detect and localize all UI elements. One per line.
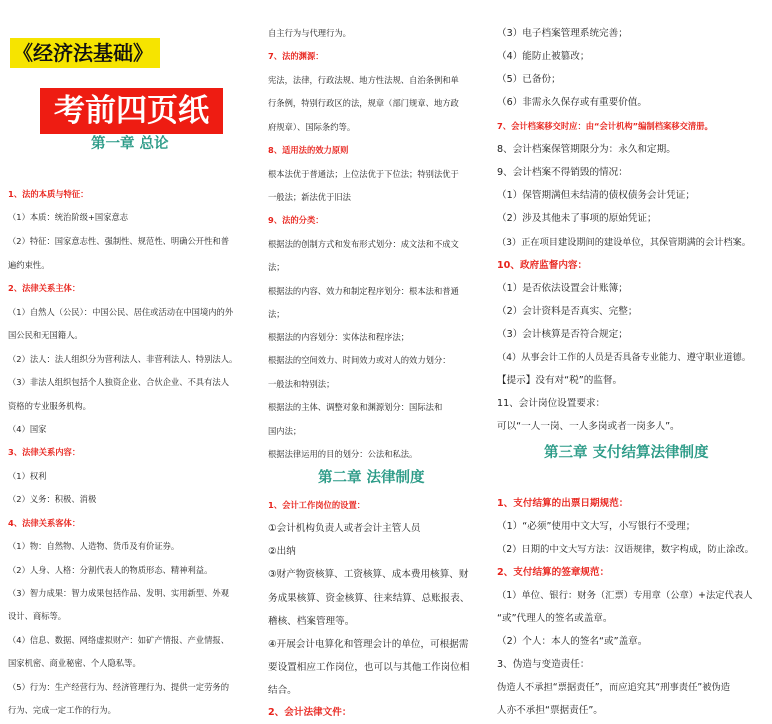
text-line: 根据法的内容、效力和制定程序划分：根本法和普通 bbox=[268, 286, 459, 296]
text-line: 9、会计档案不得销毁的情况： bbox=[497, 167, 628, 178]
text-line: （4）国家 bbox=[8, 424, 47, 434]
text-line: （6）非需永久保存或有重要价值。 bbox=[497, 97, 648, 108]
chapter-heading: 第二章 法律制度 bbox=[318, 470, 425, 486]
section-heading: 2、法律关系主体： bbox=[8, 283, 81, 293]
text-line: （2）人身、人格：分割代表人的物质形态、精神利益。 bbox=[8, 565, 213, 575]
text-line: 根本法优于普通法；上位法优于下位法；特别法优于 bbox=[268, 169, 459, 179]
text-line: 宪法，法律，行政法规、地方性法规、自治条例和单 bbox=[268, 75, 459, 85]
column-right bbox=[497, 0, 769, 724]
book-title-badge: 《经济法基础》 bbox=[10, 38, 160, 68]
text-line: （2）法人：法人组织分为营利法人、非营利法人、特别法人。 bbox=[8, 354, 238, 364]
text-line: （1）“必须”使用中文大写，小写银行不受理； bbox=[497, 521, 696, 532]
section-heading: 1、支付结算的出票日期规范： bbox=[497, 498, 629, 509]
section-heading: 2、会计法律文件： bbox=[268, 707, 352, 718]
text-line: （2）个人：本人的签名“或”盖章。 bbox=[497, 636, 648, 647]
text-line: ②出纳 bbox=[268, 546, 296, 557]
chapter-heading: 第一章 总论 bbox=[91, 136, 169, 152]
text-line: ①会计机构负责人或者会计主管人员 bbox=[268, 523, 421, 534]
text-line: 根据法的主体、调整对象和渊源划分：国际法和 bbox=[268, 402, 443, 412]
text-line: “或”代理人的签名或盖章。 bbox=[497, 613, 613, 624]
column-left bbox=[8, 0, 258, 724]
text-line: 一般法；新法优于旧法 bbox=[268, 192, 351, 202]
text-line: （3）会计核算是否符合规定； bbox=[497, 329, 628, 340]
chapter-heading: 第三章 支付结算法律制度 bbox=[544, 445, 709, 461]
text-line: （1）是否依法设置会计账簿； bbox=[497, 283, 628, 294]
text-line: （3）正在项目建设期间的建设单位，其保管期满的会计档案。 bbox=[497, 237, 751, 248]
text-line: 行为、完成一定工作的行为。 bbox=[8, 705, 116, 715]
exam-banner: 考前四页纸 bbox=[40, 88, 223, 134]
text-line: 务成果核算、资金核算、往来结算、总账报表、 bbox=[268, 593, 470, 604]
text-line: 3、伪造与变造责任： bbox=[497, 659, 590, 670]
text-line: 要设置相应工作岗位，也可以与其他工作岗位相 bbox=[268, 662, 470, 673]
text-line: 资格的专业服务机构。 bbox=[8, 401, 91, 411]
text-line: （2）特征：国家意志性、强制性、规范性、明确公开性和普 bbox=[8, 236, 229, 246]
text-line: 11、会计岗位设置要求： bbox=[497, 398, 606, 409]
text-line: 行条例，特别行政区的法，规章（部门规章、地方政 bbox=[268, 98, 459, 108]
section-heading: 8、适用法的效力原则 bbox=[268, 145, 349, 155]
text-line: 结合。 bbox=[268, 685, 297, 696]
text-line: 可以“一人一岗、一人多岗或者一岗多人”。 bbox=[497, 421, 680, 432]
text-line: （1）自然人（公民）：中国公民、居住或活动在中国境内的外 bbox=[8, 307, 234, 317]
text-line: 8、会计档案保管期限分为：永久和定期。 bbox=[497, 144, 676, 155]
text-line: 根据法的内容划分：实体法和程序法； bbox=[268, 332, 410, 342]
text-line: （3）电子档案管理系统完善； bbox=[497, 28, 628, 39]
text-line: 一般法和特别法； bbox=[268, 379, 335, 389]
text-line: （1）权利 bbox=[8, 471, 47, 481]
text-line: ④开展会计电算化和管理会计的单位，可根据需 bbox=[268, 639, 469, 650]
text-line: （2）涉及其他未了事项的原始凭证； bbox=[497, 213, 657, 224]
text-line: 设计、商标等。 bbox=[8, 611, 67, 621]
text-line: 根据法的创制方式和发布形式划分：成文法和不成文 bbox=[268, 239, 459, 249]
text-line: （1）本质：统治阶级+国家意志 bbox=[8, 212, 129, 222]
text-line: （2）会计资料是否真实、完整； bbox=[497, 306, 638, 317]
section-heading: 9、法的分类： bbox=[268, 215, 324, 225]
text-line: 法； bbox=[268, 262, 285, 272]
section-heading: 7、会计档案移交时应：由“会计机构”编制档案移交清册。 bbox=[497, 121, 713, 131]
text-line: （5）行为：生产经营行为、经济管理行为、提供一定劳务的 bbox=[8, 682, 229, 692]
text-line: 人亦不承担“票据责任”。 bbox=[497, 705, 603, 716]
text-line: （4）能防止被篡改； bbox=[497, 51, 590, 62]
text-line: 遍约束性。 bbox=[8, 260, 50, 270]
text-line: 国家机密、商业秘密、个人隐私等。 bbox=[8, 658, 141, 668]
section-heading: 4、法律关系客体： bbox=[8, 518, 81, 528]
text-line: （4）信息、数据、网络虚拟财产：如矿产情报、产业情报、 bbox=[8, 635, 229, 645]
text-line: 根据法的空间效力、时间效力或对人的效力划分： bbox=[268, 355, 451, 365]
text-line: ③财产物资核算、工资核算、成本费用核算、财 bbox=[268, 569, 469, 580]
section-heading: 10、政府监督内容： bbox=[497, 260, 588, 271]
text-line: （1）物：自然物、人造物、货币及有价证券。 bbox=[8, 541, 180, 551]
text-line: （1）单位、银行：财务（汇票）专用章（公章）+法定代表人 bbox=[497, 590, 753, 601]
text-line: （3）非法人组织包括个人独资企业、合伙企业、不具有法人 bbox=[8, 377, 229, 387]
text-line: （4）从事会计工作的人员是否具备专业能力、遵守职业道德。 bbox=[497, 352, 751, 363]
text-line: 国公民和无国籍人。 bbox=[8, 330, 83, 340]
text-line: 自主行为与代理行为。 bbox=[268, 28, 351, 38]
section-heading: 3、法律关系内容： bbox=[8, 447, 81, 457]
text-line: 稽核、档案管理等。 bbox=[268, 616, 355, 627]
text-line: 法； bbox=[268, 309, 285, 319]
text-line: （3）智力成果：智力成果包括作品、发明、实用新型、外观 bbox=[8, 588, 229, 598]
section-heading: 7、法的渊源： bbox=[268, 51, 324, 61]
text-line: 伪造人不承担“票据责任”，而应追究其“刑事责任”被伪造 bbox=[497, 682, 731, 693]
text-line: 国内法； bbox=[268, 426, 302, 436]
text-line: （1）保管期满但未结清的债权债务会计凭证； bbox=[497, 190, 695, 201]
text-line: 府规章）、国际条约等。 bbox=[268, 122, 356, 132]
text-line: 【提示】没有对“税”的监督。 bbox=[497, 375, 623, 386]
text-line: （5）已备份； bbox=[497, 74, 561, 85]
column-middle bbox=[268, 0, 493, 724]
section-heading: 1、会计工作岗位的设置： bbox=[268, 500, 366, 510]
section-heading: 2、支付结算的签章规范： bbox=[497, 567, 610, 578]
text-line: 根据法律运用的目的划分：公法和私法。 bbox=[268, 449, 418, 459]
text-line: （2）义务：积极、消极 bbox=[8, 494, 97, 504]
section-heading: 1、法的本质与特征： bbox=[8, 189, 89, 199]
text-line: （2）日期的中文大写方法：汉语规律，数字构成，防止涂改。 bbox=[497, 544, 754, 555]
